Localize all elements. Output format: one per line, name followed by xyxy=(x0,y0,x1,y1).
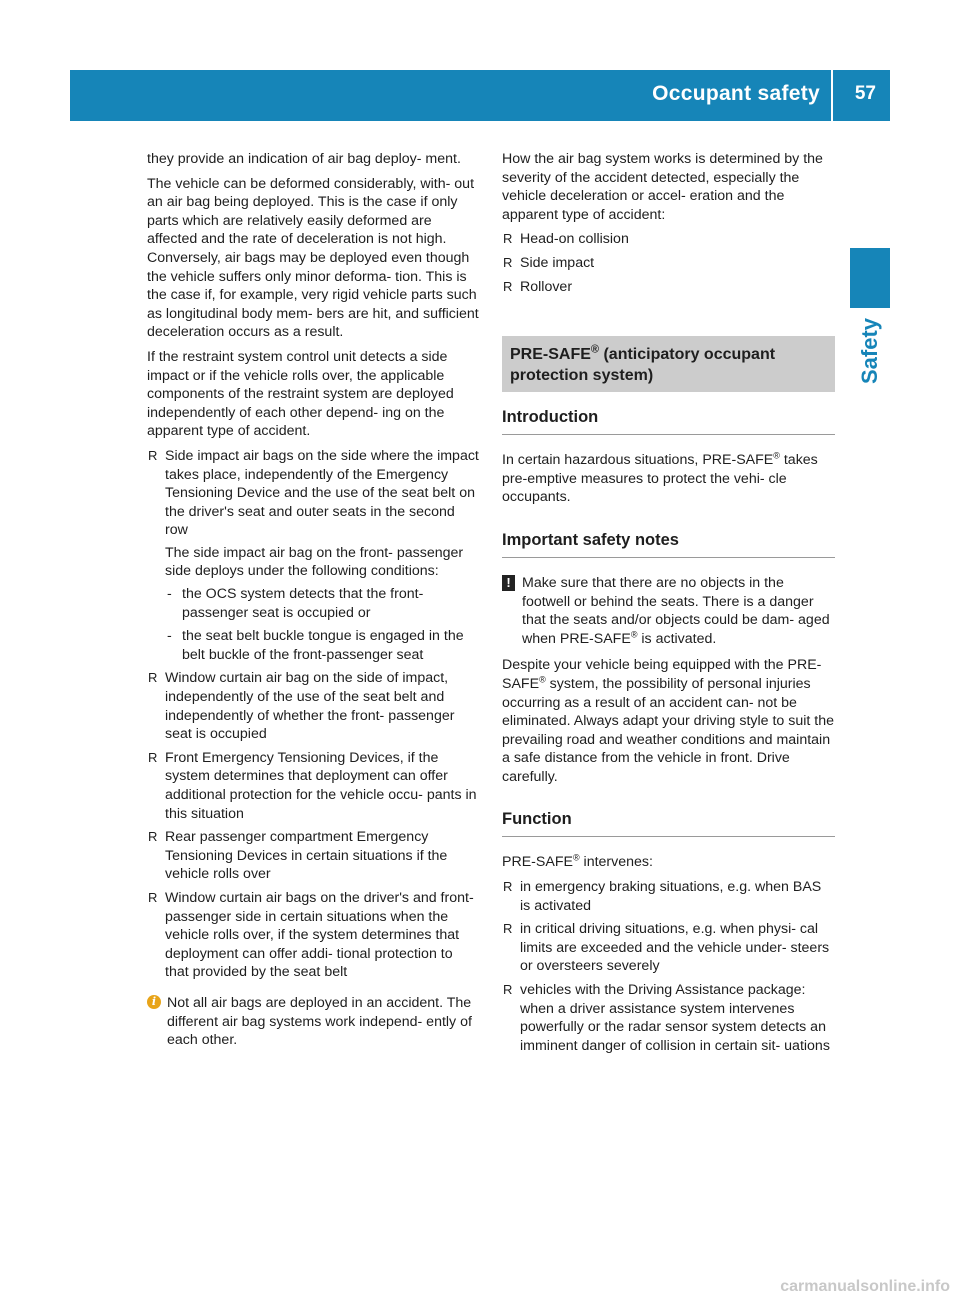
despite-text-start: Despite your vehicle being equipped with the PRE-SAFE xyxy=(502,657,822,692)
warning-text-start: Make sure that there are no objects in the footwell or behind the seats. There is a danger that the seats and/or objects could be dam- aged when PRE-SAFE xyxy=(522,574,830,647)
registered-mark: ® xyxy=(773,450,780,461)
paragraph xyxy=(502,853,835,872)
safety-notes-heading: Important safety notes xyxy=(502,529,835,558)
bullet-icon: R xyxy=(503,254,513,270)
bullet-icon: R xyxy=(148,889,158,905)
warning-note xyxy=(502,574,835,648)
dash-icon: - xyxy=(167,628,172,645)
list-item-text: Side impact air bags on the side where the impact takes place, independently of the Emergency Tensioning Device and the use of the seat belt on the driver's seat and outer seats in the second row xyxy=(165,447,479,539)
bullet-icon: R xyxy=(503,231,513,247)
registered-mark: ® xyxy=(630,628,638,639)
bullet-icon: R xyxy=(503,879,513,895)
intro-text-start: In certain hazardous situations, PRE-SAFE xyxy=(502,452,774,469)
list-item-text: in critical driving situations, e.g. when physi- cal limits are exceeded and the vehicle under- steers or oversteers severely xyxy=(520,921,830,975)
function-heading: Function xyxy=(502,808,835,837)
registered-mark: ® xyxy=(572,852,580,863)
list-item-text: Rollover xyxy=(520,278,573,295)
list-item-text: Rear passenger compartment Emergency Tensioning Devices in certain situations if the vehicle rolls over xyxy=(165,829,448,883)
registered-mark: ® xyxy=(539,674,546,685)
list-subparagraph: The side impact air bag on the front- passenger side deploys under the following conditions: xyxy=(165,544,464,580)
list-item xyxy=(147,669,480,743)
bullet-icon: R xyxy=(148,447,158,463)
header-divider xyxy=(831,70,833,121)
function-text-end: intervenes: xyxy=(579,854,653,871)
list-item xyxy=(165,627,480,664)
warning-text-end: is activated. xyxy=(637,630,717,647)
accident-type-list xyxy=(502,230,835,296)
paragraph xyxy=(502,451,835,507)
list-item-text: the seat belt buckle tongue is engaged in the belt buckle of the front-passenger seat xyxy=(182,628,464,663)
registered-mark: ® xyxy=(590,343,600,356)
left-column xyxy=(147,150,480,1050)
list-item-text: Window curtain air bags on the driver's and front-passenger side in certain situations when the vehicle rolls over, if the system determines that deployment can offer addi- tional protection to that provided by the seat belt xyxy=(165,889,474,981)
function-text-start: PRE-SAFE xyxy=(502,854,573,871)
paragraph xyxy=(502,656,835,786)
info-note-text: Not all air bags are deployed in an accident. The different air bag systems work independ- ently of each other. xyxy=(167,994,472,1049)
paragraph: The vehicle can be deformed considerably, with- out an air bag being deployed. This is the case if only parts which are relatively easily deformed are affected and the rate of deceleration is not high. Conversely, air bags may be deployed even though the vehicle suffers only minor deforma- tion. This is the case if, for example, very rigid vehicle parts such as longitudinal body mem- bers are hit, and sufficient deceleration occurs as a result. xyxy=(147,175,479,341)
side-tab-label: Safety xyxy=(857,317,882,384)
list-item xyxy=(502,254,835,273)
list-item-text: Window curtain air bag on the side of impact, independently of the use of the seat belt and independently of whether the front- passenger seat is occupied xyxy=(165,670,455,743)
intro-text-end: takes pre-emptive measures to protect the vehi- cle occupants. xyxy=(502,452,818,506)
warning-icon: ! xyxy=(502,575,515,591)
bullet-icon: R xyxy=(503,921,513,937)
despite-text-end: system, the possibility of personal injuries occurring as a result of an accident can- not be eliminated. Always adapt your driving style to suit the prevailing road and weather conditions and maintain a safe distance from the vehicle in front. Drive carefully. xyxy=(502,675,834,785)
bullet-icon: R xyxy=(148,749,158,765)
paragraph: How the air bag system works is determined by the severity of the accident detected, especially the vehicle deceleration or accel- eration and the apparent type of accident: xyxy=(502,151,823,223)
condition-list xyxy=(165,585,480,664)
list-item xyxy=(147,828,480,884)
introduction-heading: Introduction xyxy=(502,406,835,435)
list-item-text: Front Emergency Tensioning Devices, if the system determines that deployment can offer additional protection for the vehicle occu- pants in this situation xyxy=(165,749,477,822)
presafe-heading-rest: (anticipatory occupant protection system) xyxy=(510,346,776,385)
header-bar xyxy=(70,70,890,121)
list-item-text: Side impact xyxy=(520,254,595,271)
page-number: 57 xyxy=(854,83,876,104)
section-title: Occupant safety xyxy=(652,82,820,105)
paragraph: If the restraint system control unit detects a side impact or if the vehicle rolls over, the applicable components of the restraint system are deployed independently of each other depend- ing on the apparent type of accident. xyxy=(147,348,454,440)
info-note xyxy=(147,994,480,1050)
bullet-icon: R xyxy=(503,278,513,294)
list-item xyxy=(502,981,835,1055)
info-icon: i xyxy=(147,995,161,1009)
list-item xyxy=(502,878,835,915)
list-item xyxy=(147,749,480,823)
list-item-text: in emergency braking situations, e.g. when BAS is activated xyxy=(520,879,822,914)
presafe-heading-name: PRE-SAFE xyxy=(510,346,591,364)
list-item xyxy=(502,278,835,297)
side-tab xyxy=(850,248,890,308)
list-item-text: Head-on collision xyxy=(520,231,629,248)
dash-icon: - xyxy=(167,586,172,603)
bullet-icon: R xyxy=(148,829,158,845)
list-item xyxy=(502,230,835,249)
bullet-icon: R xyxy=(503,982,513,998)
paragraph: they provide an indication of air bag deploy- ment. xyxy=(147,151,461,167)
list-item xyxy=(147,447,480,665)
presafe-heading xyxy=(502,336,835,392)
list-item xyxy=(165,585,480,622)
list-item-text: vehicles with the Driving Assistance package: when a driver assistance system intervenes powerfully or the radar sensor system detects an imminent danger of collision in certain sit- uations xyxy=(520,982,830,1054)
right-column xyxy=(502,150,835,1060)
footer-watermark: carmanualsonline.info xyxy=(780,1278,950,1295)
list-item-text: the OCS system detects that the front- passenger seat is occupied or xyxy=(182,586,424,621)
list-item xyxy=(147,889,480,982)
bullet-icon: R xyxy=(148,670,158,686)
deployment-list xyxy=(147,447,480,982)
function-list xyxy=(502,878,835,1055)
list-item xyxy=(502,920,835,976)
